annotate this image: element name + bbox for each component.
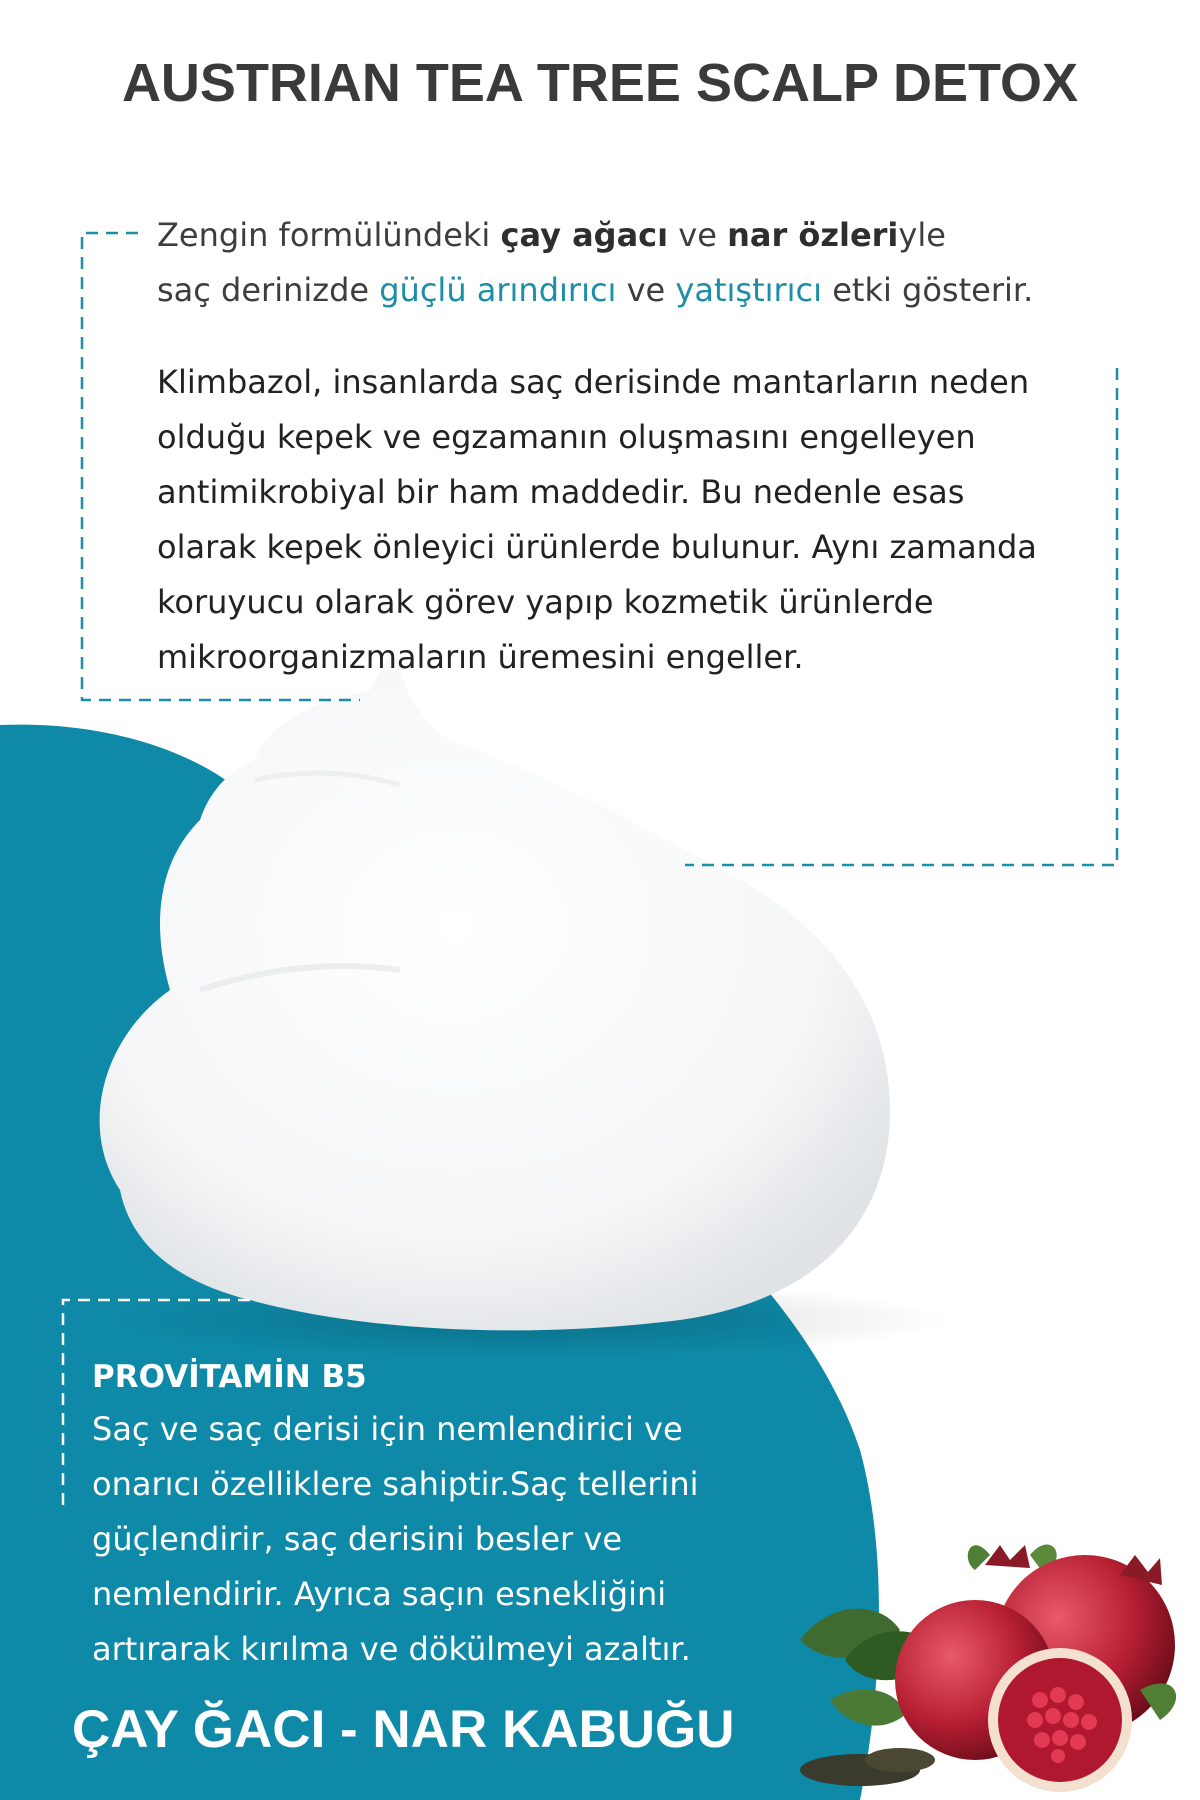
intro-text-segment: ve <box>616 271 676 309</box>
klimbazol-line: antimikrobiyal bir ham maddedir. Bu nedenle esas <box>157 473 965 511</box>
intro-text <box>157 208 1117 318</box>
intro-text-segment: etki gösterir. <box>822 271 1034 309</box>
klimbazol-line: Klimbazol, insanlarda saç derisinde mantarların neden <box>157 363 1030 401</box>
intro-highlight-purifying: güçlü arındırıcı <box>379 271 617 309</box>
intro-text-segment: Zengin formülündeki <box>157 216 501 254</box>
intro-bold-pomegranate: nar özleri <box>727 216 899 254</box>
klimbazol-line: olarak kepek önleyici ürünlerde bulunur. Aynı zamanda <box>157 528 1037 566</box>
intro-text-segment: saç derinizde <box>157 271 380 309</box>
intro-line-2 <box>157 263 1117 318</box>
foam-illustration <box>100 657 890 1330</box>
ingredients-title: ÇAY ĞACI - NAR KABUĞU <box>72 1700 735 1759</box>
intro-highlight-soothing: yatıştırıcı <box>675 271 823 309</box>
klimbazol-paragraph <box>157 355 1097 685</box>
provitamin-title: PROVİTAMİN B5 <box>92 1359 367 1395</box>
provitamin-section <box>92 1352 792 1677</box>
provitamin-line: güçlendirir, saç derisini besler ve <box>92 1520 622 1558</box>
provitamin-line: nemlendirir. Ayrıca saçın esnekliğini <box>92 1575 667 1613</box>
intro-line-1 <box>157 208 1117 263</box>
pomegranate-illustration <box>895 1545 1176 1792</box>
intro-text-segment: ve <box>668 216 728 254</box>
klimbazol-line: olduğu kepek ve egzamanın oluşmasını engelleyen <box>157 418 976 456</box>
provitamin-line: onarıcı özelliklere sahiptir.Saç tellerini <box>92 1465 699 1503</box>
klimbazol-line: koruyucu olarak görev yapıp kozmetik ürünlerde <box>157 583 934 621</box>
intro-bold-tea-tree: çay ağacı <box>500 216 669 254</box>
provitamin-line: artırarak kırılma ve dökülmeyi azaltır. <box>92 1630 691 1668</box>
page-title: AUSTRIAN TEA TREE SCALP DETOX <box>121 53 1079 113</box>
provitamin-line: Saç ve saç derisi için nemlendirici ve <box>92 1410 683 1448</box>
klimbazol-line: mikroorganizmaların üremesini engeller. <box>157 638 804 676</box>
intro-text-segment: yle <box>898 216 946 254</box>
